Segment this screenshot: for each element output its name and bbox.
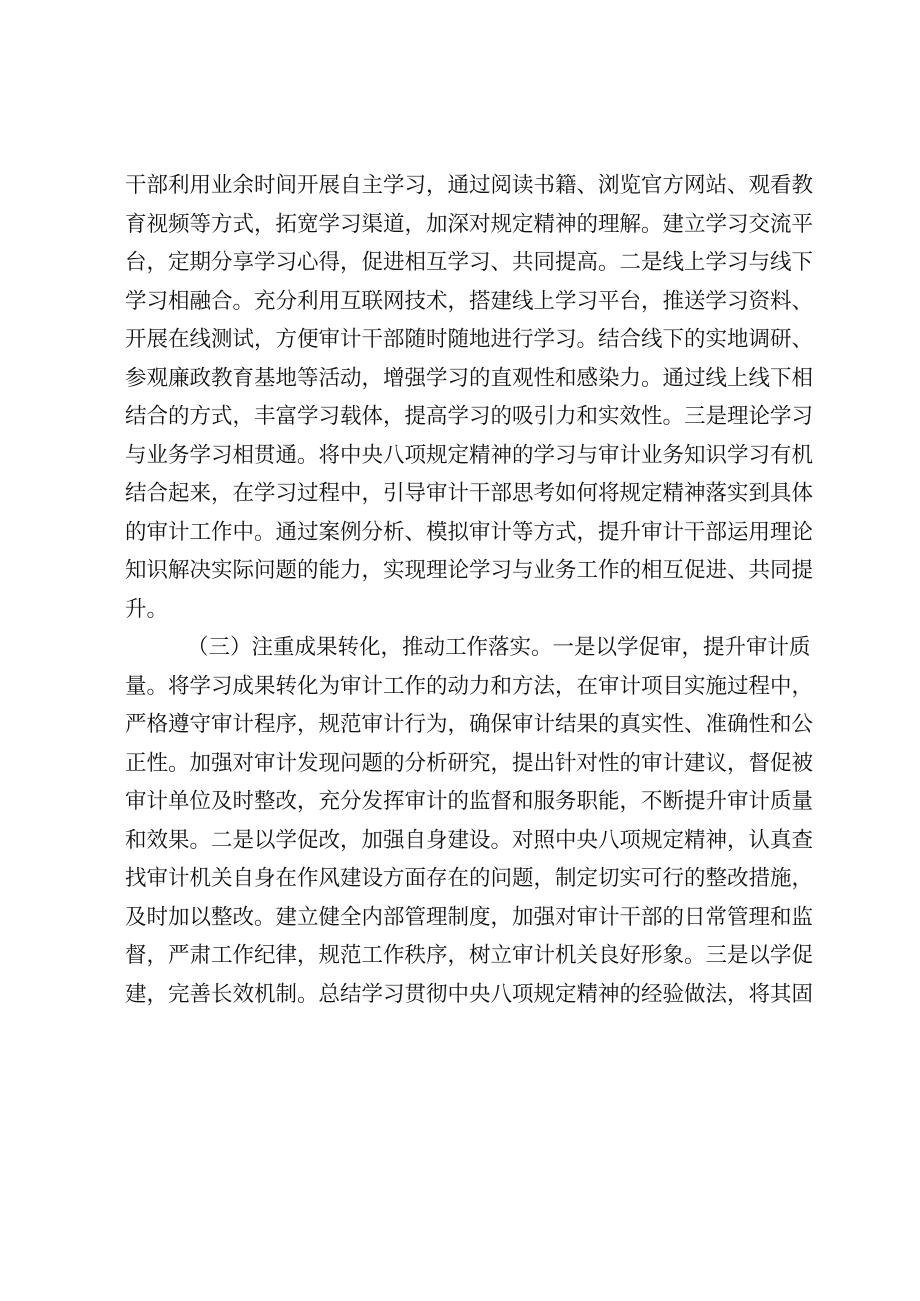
text-line: 建，完善长效机制。总结学习贯彻中央八项规定精神的经验做法，将其固 [125, 981, 814, 1007]
text-line: 督，严肃工作纪律，规范工作秩序，树立审计机关良好形象。三是以学促 [125, 943, 814, 968]
text-line: 及时加以整改。建立健全内部管理制度，加强对审计干部的日常管理和监 [125, 904, 814, 930]
text-line: 和效果。二是以学促改，加强自身建设。对照中央八项规定精神，认真查 [125, 827, 814, 853]
document-body [125, 167, 814, 1014]
text-line: 台，定期分享学习心得，促进相互学习、共同提高。二是线上学习与线下 [125, 250, 814, 275]
text-line: 严格遵守审计程序，规范审计行为，确保审计结果的真实性、准确性和公 [125, 712, 814, 737]
text-line: 干部利用业余时间开展自主学习，通过阅读书籍、浏览官方网站、观看教 [125, 173, 814, 198]
text-line: 学习相融合。充分利用互联网技术，搭建线上学习平台，推送学习资料、 [125, 288, 814, 314]
paragraph-1 [125, 167, 814, 629]
text-line: 的审计工作中。通过案例分析、模拟审计等方式，提升审计干部运用理论 [125, 519, 814, 545]
text-line: 结合的方式，丰富学习载体，提高学习的吸引力和实效性。三是理论学习 [125, 404, 814, 429]
text-line: 开展在线测试，方便审计干部随时随地进行学习。结合线下的实地调研、 [125, 327, 814, 352]
text-line: 找审计机关自身在作风建设方面存在的问题，制定切实可行的整改措施， [125, 866, 814, 891]
paragraph-2 [125, 629, 814, 1014]
text-line: 参观廉政教育基地等活动，增强学习的直观性和感染力。通过线上线下相 [125, 365, 814, 391]
text-line: 与业务学习相贯通。将中央八项规定精神的学习与审计业务知识学习有机 [125, 442, 814, 468]
text-line: 量。将学习成果转化为审计工作的动力和方法，在审计项目实施过程中， [125, 673, 814, 699]
text-line: 正性。加强对审计发现问题的分析研究，提出针对性的审计建议，督促被 [125, 750, 814, 776]
text-line: 知识解决实际问题的能力，实现理论学习与业务工作的相互促进、共同提 [125, 558, 814, 583]
text-line: 审计单位及时整改，充分发挥审计的监督和服务职能，不断提升审计质量 [125, 789, 814, 814]
text-line: （三）注重成果转化，推动工作落实。一是以学促审，提升审计质 [187, 635, 811, 660]
text-line: 结合起来，在学习过程中，引导审计干部思考如何将规定精神落实到具体 [125, 481, 814, 506]
text-line: 升。 [125, 596, 169, 622]
text-line: 育视频等方式，拓宽学习渠道，加深对规定精神的理解。建立学习交流平 [125, 211, 814, 237]
